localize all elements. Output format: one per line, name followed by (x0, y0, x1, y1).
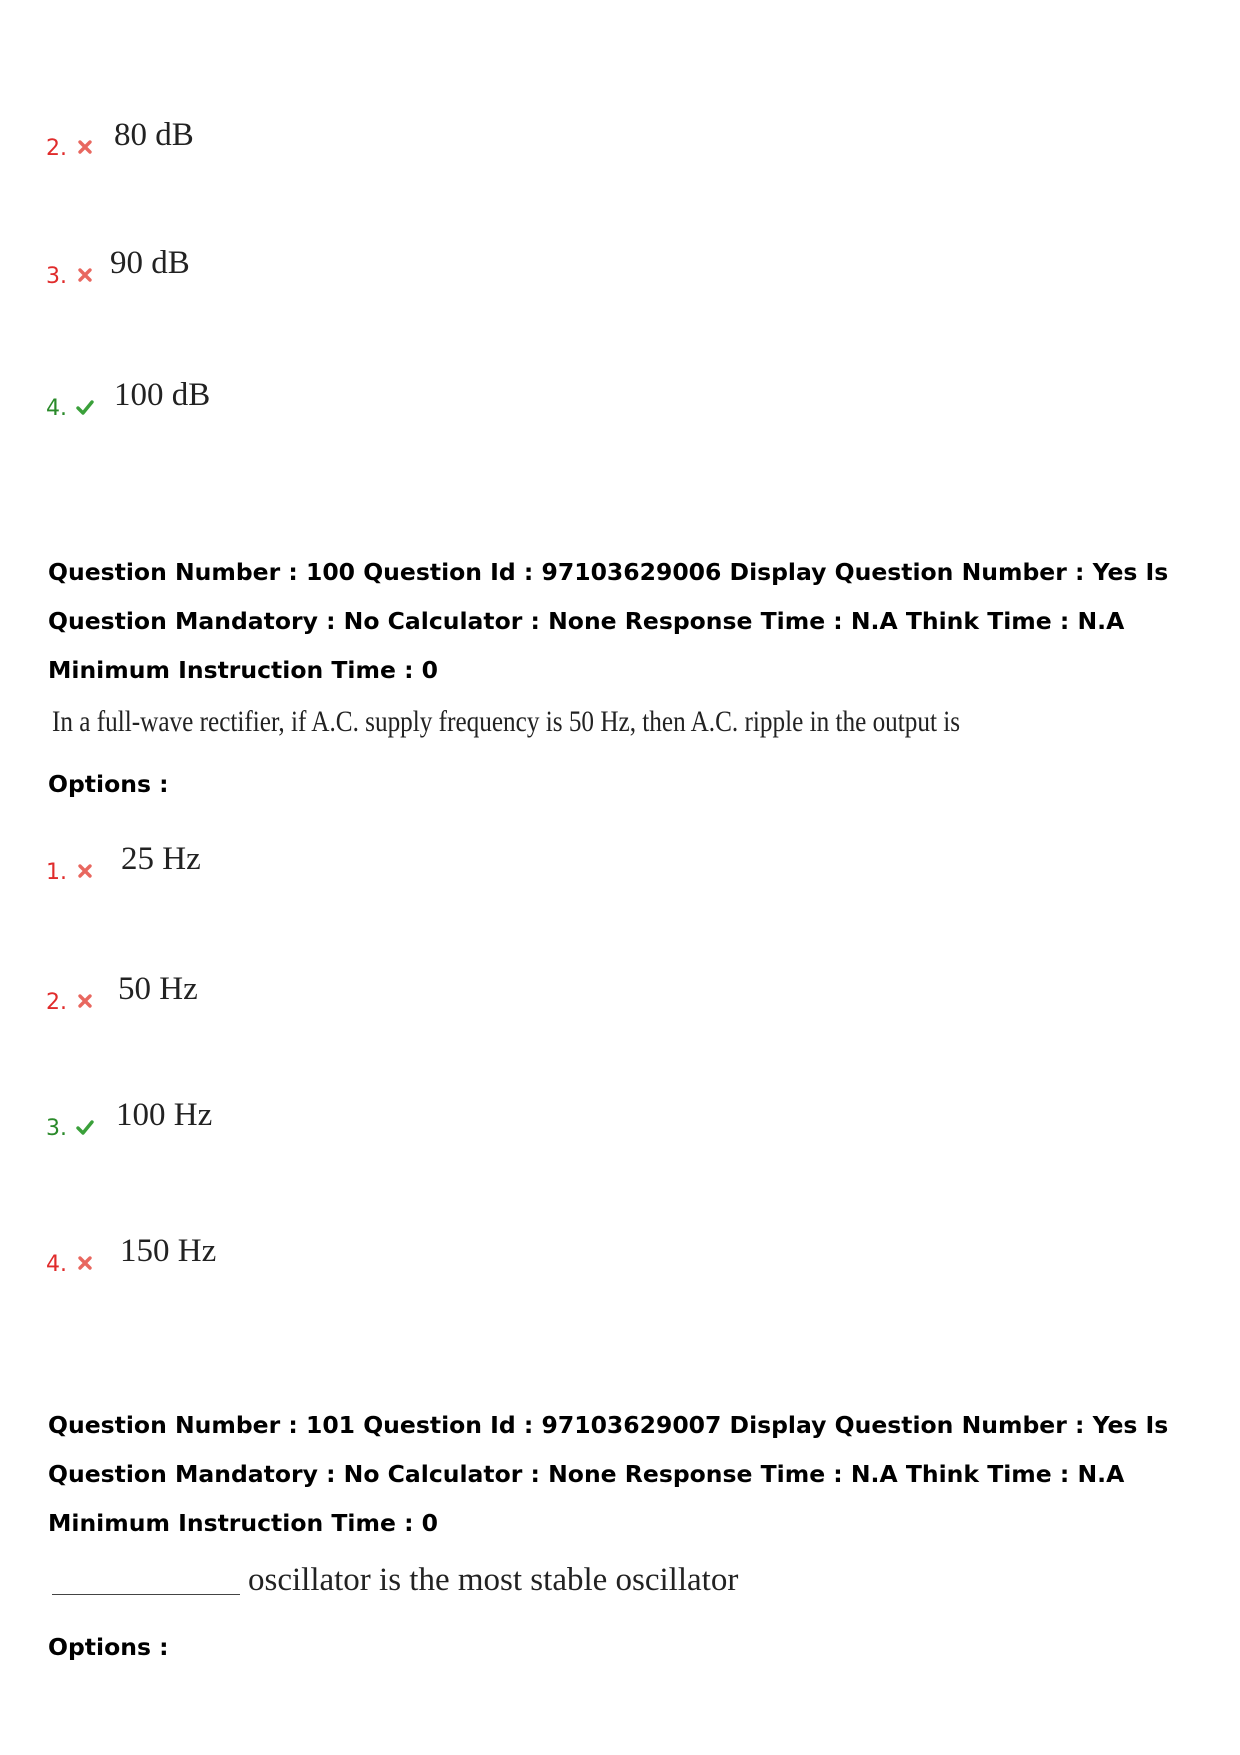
cross-icon (76, 138, 94, 156)
check-icon (76, 398, 94, 416)
question-text-content: oscillator is the most stable oscillator (248, 1562, 739, 1598)
options-label: Options : (48, 770, 169, 798)
option-text: 100 Hz (116, 1097, 213, 1133)
option-number: 1. (46, 860, 67, 885)
answer-blank (52, 1564, 240, 1595)
cross-icon (76, 266, 94, 284)
check-icon (76, 1118, 94, 1136)
question-meta: Question Number : 101 Question Id : 97103629007 Display Question Number : Yes Is Question Mandatory : No Calculator : None Response Time : N.A Think Time : N.A Minimum Instruction Time : 0 (48, 1411, 1169, 1537)
option-number: 2. (46, 136, 67, 161)
cross-icon (76, 1254, 94, 1272)
option-text: 150 Hz (120, 1233, 217, 1269)
options-label: Options : (48, 1633, 169, 1661)
cross-icon (76, 862, 94, 880)
option-number: 4. (46, 1252, 67, 1277)
option-number: 2. (46, 990, 67, 1015)
option-number: 3. (46, 1116, 67, 1141)
option-text: 25 Hz (121, 841, 201, 877)
option-text: 90 dB (110, 245, 190, 281)
option-number: 4. (46, 396, 67, 421)
option-text: 100 dB (114, 377, 211, 413)
option-number: 3. (46, 264, 67, 289)
question-text: In a full-wave rectifier, if A.C. supply frequency is 50 Hz, then A.C. ripple in the output is (52, 705, 961, 738)
option-text: 50 Hz (118, 971, 198, 1007)
option-text: 80 dB (114, 117, 194, 153)
question-text (52, 1562, 738, 1599)
cross-icon (76, 992, 94, 1010)
question-meta: Question Number : 100 Question Id : 97103629006 Display Question Number : Yes Is Question Mandatory : No Calculator : None Response Time : N.A Think Time : N.A Minimum Instruction Time : 0 (48, 558, 1169, 684)
